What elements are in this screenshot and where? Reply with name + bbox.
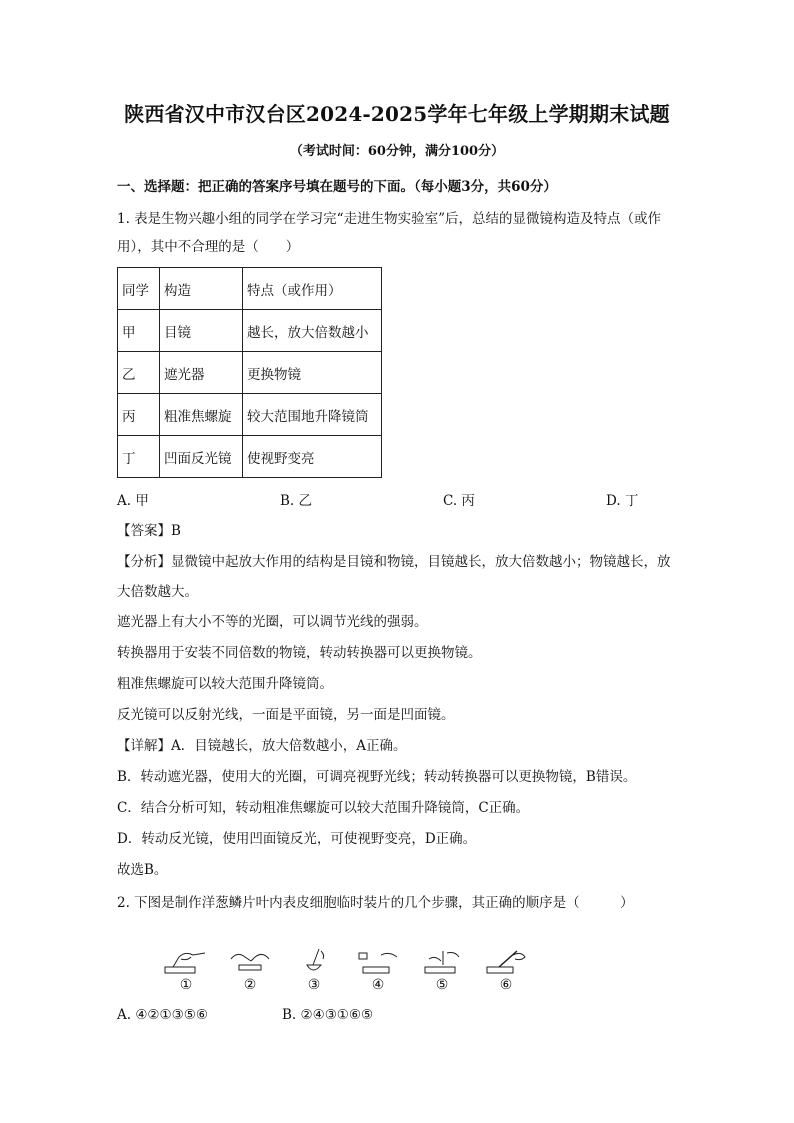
step-label: ⑥ — [499, 977, 513, 993]
table-header-cell: 同学 — [118, 268, 160, 310]
step-figure — [225, 947, 275, 993]
analysis-line: 反光镜可以反射光线，一面是平面镜，另一面是凹面镜。 — [117, 707, 455, 723]
option-a: A. 甲 — [117, 493, 149, 509]
step-3-illustration — [291, 947, 337, 977]
step-label: ④ — [371, 977, 385, 993]
document-page — [117, 100, 677, 1023]
step-figure — [161, 947, 211, 993]
option-b: B. 乙 — [280, 493, 313, 509]
detail-line: B．转动遮光器，使用大的光圈，可调亮视野光线；转动转换器可以更换物镜，B错误。 — [117, 769, 637, 785]
option-c: C. 丙 — [443, 493, 475, 509]
page-title: 陕西省汉中市汉台区2024-2025学年七年级上学期期末试题 — [124, 102, 670, 126]
detail-line: C．结合分析可知，转动粗准焦螺旋可以较大范围升降镜筒，C正确。 — [117, 800, 530, 816]
table-row — [118, 436, 382, 478]
table-cell: 更换物镜 — [243, 352, 382, 394]
detail-line: 【详解】A．目镜越长，放大倍数越小，A正确。 — [117, 738, 407, 754]
step-figure — [417, 947, 467, 993]
question-1-options — [117, 482, 677, 516]
analysis-line: 遮光器上有大小不等的光圈，可以调节光线的强弱。 — [117, 614, 428, 630]
step-6-illustration — [483, 947, 529, 977]
question-1-stem: 1. 表是生物兴趣小组的同学在学习完“走进生物实验室”后，总结的显微镜构造及特点（或作用），其中不合理的是（ ） — [117, 211, 661, 255]
table-cell: 较大范围地升降镜筒 — [243, 394, 382, 436]
step-2-illustration — [227, 947, 273, 977]
step-5-illustration — [419, 947, 465, 977]
option-b: B. ②④③①⑥⑤ — [282, 1007, 374, 1023]
table-cell: 丙 — [118, 394, 160, 436]
table-cell: 遮光器 — [160, 352, 243, 394]
question-2-options — [117, 1007, 677, 1023]
table-cell: 越长，放大倍数越小 — [243, 310, 382, 352]
analysis-line: 粗准焦螺旋可以较大范围升降镜筒。 — [117, 676, 333, 692]
table-cell: 丁 — [118, 436, 160, 478]
slide-steps-figure — [161, 933, 677, 993]
option-d: D. 丁 — [606, 493, 639, 509]
table-header-cell: 构造 — [160, 268, 243, 310]
detail-line: 故选B。 — [117, 862, 168, 878]
section-heading: 一、选择题：把正确的答案序号填在题号的下面。（每小题3分，共60分） — [117, 179, 557, 195]
table-header-cell: 特点（或作用） — [243, 268, 382, 310]
step-label: ③ — [307, 977, 321, 993]
table-cell: 甲 — [118, 310, 160, 352]
step-label: ⑤ — [435, 977, 449, 993]
analysis-line: 【分析】显微镜中起放大作用的结构是目镜和物镜，目镜越长，放大倍数越小；物镜越长，放大倍数越大。 — [117, 554, 671, 600]
table-row — [118, 352, 382, 394]
step-4-illustration — [355, 947, 401, 977]
table-row — [118, 394, 382, 436]
step-figure — [481, 947, 531, 993]
table-cell: 乙 — [118, 352, 160, 394]
table-cell: 目镜 — [160, 310, 243, 352]
table-row — [118, 310, 382, 352]
step-figure — [353, 947, 403, 993]
question-2-stem: 2. 下图是制作洋葱鳞片叶内表皮细胞临时装片的几个步骤，其正确的顺序是（ ） — [117, 895, 634, 911]
option-a: A. ④②①③⑤⑥ — [117, 1007, 208, 1023]
step-label: ② — [243, 977, 257, 993]
table-cell: 凹面反光镜 — [160, 436, 243, 478]
step-label: ① — [179, 977, 193, 993]
detail-line: D．转动反光镜，使用凹面镜反光，可使视野变亮，D正确。 — [117, 831, 477, 847]
table-cell: 使视野变亮 — [243, 436, 382, 478]
table-header-row — [118, 268, 382, 310]
answer-line: 【答案】B — [117, 523, 181, 539]
step-1-illustration — [163, 947, 209, 977]
step-figure — [289, 947, 339, 993]
table-cell: 粗准焦螺旋 — [160, 394, 243, 436]
analysis-line: 转换器用于安装不同倍数的物镜，转动转换器可以更换物镜。 — [117, 645, 482, 661]
exam-info: （考试时间：60分钟，满分100分） — [289, 144, 505, 159]
microscope-table — [117, 267, 382, 478]
